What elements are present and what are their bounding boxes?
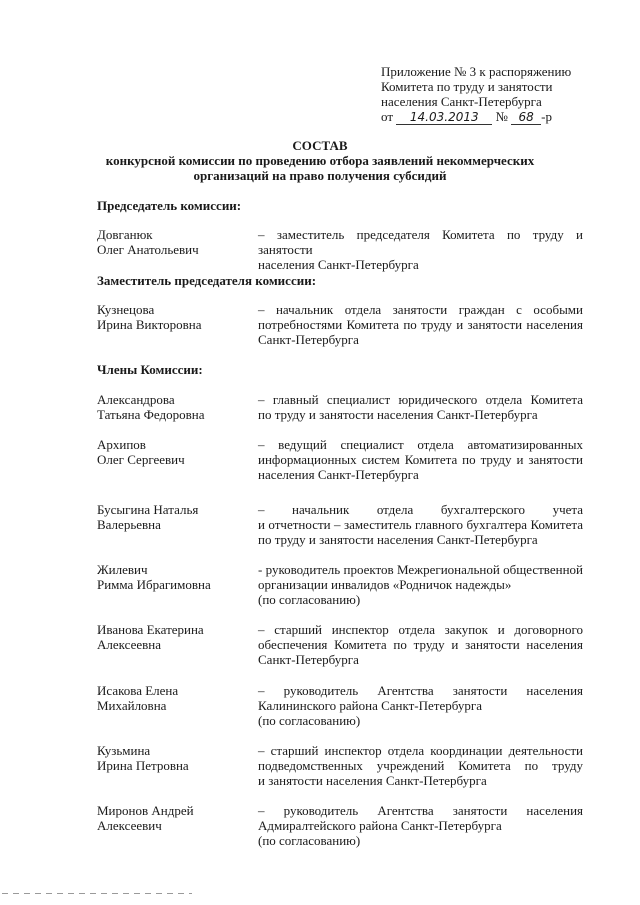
member-role bbox=[258, 743, 583, 788]
annex-date-line bbox=[381, 109, 611, 125]
role-line: (по согласованию) bbox=[258, 592, 361, 607]
member-surname: Миронов Андрей bbox=[97, 803, 194, 818]
role-line: потребностями Комитета по труду и занятости населения bbox=[258, 317, 583, 332]
member-name bbox=[97, 302, 247, 332]
role-line: подведомственных учреждений Комитета по труду bbox=[258, 758, 583, 773]
member-name bbox=[97, 437, 247, 467]
role-line: - руководитель проектов Межрегиональной общественной bbox=[258, 562, 583, 577]
role-line: (по согласованию) bbox=[258, 713, 361, 728]
member-role bbox=[258, 683, 583, 728]
document-subtitle-line-1: конкурсной комиссии по проведению отбора заявлений некоммерческих bbox=[105, 153, 535, 168]
member-role bbox=[258, 302, 583, 347]
scan-artifact-line bbox=[2, 893, 192, 894]
member-name bbox=[97, 227, 247, 257]
member-name bbox=[97, 622, 247, 652]
role-line: – начальник отдела бухгалтерского учета bbox=[258, 502, 583, 517]
role-line: населения Санкт-Петербурга bbox=[258, 467, 419, 482]
role-line: – главный специалист юридического отдела Комитета bbox=[258, 392, 583, 407]
member-role bbox=[258, 227, 583, 272]
role-line: по труду и занятости населения Санкт-Петербурга bbox=[258, 532, 538, 547]
member-surname: Жилевич bbox=[97, 562, 148, 577]
member-given-name: Олег Сергеевич bbox=[97, 452, 185, 467]
annex-number: 68 bbox=[511, 111, 541, 125]
role-line: населения Санкт-Петербурга bbox=[258, 257, 419, 272]
member-surname: Довганюк bbox=[97, 227, 153, 242]
member-role bbox=[258, 437, 583, 482]
annex-from-label: от bbox=[381, 109, 394, 124]
role-line: – руководитель Агентства занятости населения bbox=[258, 803, 583, 818]
member-given-name: Римма Ибрагимовна bbox=[97, 577, 211, 592]
member-surname: Архипов bbox=[97, 437, 146, 452]
member-role bbox=[258, 502, 583, 547]
member-surname: Исакова Елена bbox=[97, 683, 179, 698]
annex-line-1: Приложение № 3 к распоряжению bbox=[381, 64, 572, 79]
annex-header bbox=[381, 64, 611, 125]
document-heading: СОСТАВ bbox=[292, 138, 348, 153]
role-line: – ведущий специалист отдела автоматизированных bbox=[258, 437, 583, 452]
annex-date: 14.03.2013 bbox=[396, 111, 492, 125]
member-given-name: Олег Анатольевич bbox=[97, 242, 199, 257]
member-role bbox=[258, 803, 583, 848]
member-given-name: Алексеевич bbox=[97, 818, 162, 833]
annex-suffix: -р bbox=[541, 109, 553, 124]
role-line: и занятости населения Санкт-Петербурга bbox=[258, 773, 487, 788]
member-name bbox=[97, 743, 247, 773]
role-line: – начальник отдела занятости граждан с особыми bbox=[258, 302, 583, 317]
member-given-name: Ирина Викторовна bbox=[97, 317, 202, 332]
member-surname: Бусыгина Наталья bbox=[97, 502, 199, 517]
annex-line-3: населения Санкт-Петербурга bbox=[381, 94, 542, 109]
role-line: – руководитель Агентства занятости населения bbox=[258, 683, 583, 698]
member-given-name: Алексеевна bbox=[97, 637, 161, 652]
role-line: Адмиралтейского района Санкт-Петербурга bbox=[258, 818, 502, 833]
member-name bbox=[97, 392, 247, 422]
member-name bbox=[97, 803, 247, 833]
section-members: Члены Комиссии: bbox=[97, 362, 203, 377]
role-line: обеспечения Комитета по труду и занятости населения bbox=[258, 637, 583, 652]
document-subtitle-line-2: организаций на право получения субсидий bbox=[193, 168, 447, 183]
member-surname: Кузьмина bbox=[97, 743, 151, 758]
annex-line-2: Комитета по труду и занятости bbox=[381, 79, 553, 94]
section-deputy: Заместитель председателя комиссии: bbox=[97, 273, 317, 288]
member-name bbox=[97, 562, 247, 592]
role-line: Санкт-Петербурга bbox=[258, 332, 359, 347]
member-surname: Кузнецова bbox=[97, 302, 155, 317]
member-given-name: Татьяна Федоровна bbox=[97, 407, 205, 422]
role-line: и отчетности – заместитель главного бухгалтера Комитета bbox=[258, 517, 583, 532]
member-surname: Иванова Екатерина bbox=[97, 622, 204, 637]
member-role bbox=[258, 562, 583, 607]
role-line: организации инвалидов «Родничок надежды» bbox=[258, 577, 512, 592]
role-line: по труду и занятости населения Санкт-Петербурга bbox=[258, 407, 538, 422]
role-line: Санкт-Петербурга bbox=[258, 652, 359, 667]
member-role bbox=[258, 622, 583, 667]
role-line: информационных систем Комитета по труду и занятости bbox=[258, 452, 583, 467]
member-surname: Александрова bbox=[97, 392, 175, 407]
annex-number-label: № bbox=[495, 109, 508, 124]
member-name bbox=[97, 502, 247, 532]
member-given-name: Михайловна bbox=[97, 698, 167, 713]
role-line: – старший инспектор отдела закупок и договорного bbox=[258, 622, 583, 637]
role-line: – старший инспектор отдела координации деятельности bbox=[258, 743, 583, 758]
role-line: Калининского района Санкт-Петербурга bbox=[258, 698, 482, 713]
role-line: (по согласованию) bbox=[258, 833, 361, 848]
member-given-name: Валерьевна bbox=[97, 517, 161, 532]
member-given-name: Ирина Петровна bbox=[97, 758, 189, 773]
member-name bbox=[97, 683, 247, 713]
role-line: – заместитель председателя Комитета по труду и занятости bbox=[258, 227, 583, 257]
member-role bbox=[258, 392, 583, 422]
section-chair: Председатель комиссии: bbox=[97, 198, 242, 213]
